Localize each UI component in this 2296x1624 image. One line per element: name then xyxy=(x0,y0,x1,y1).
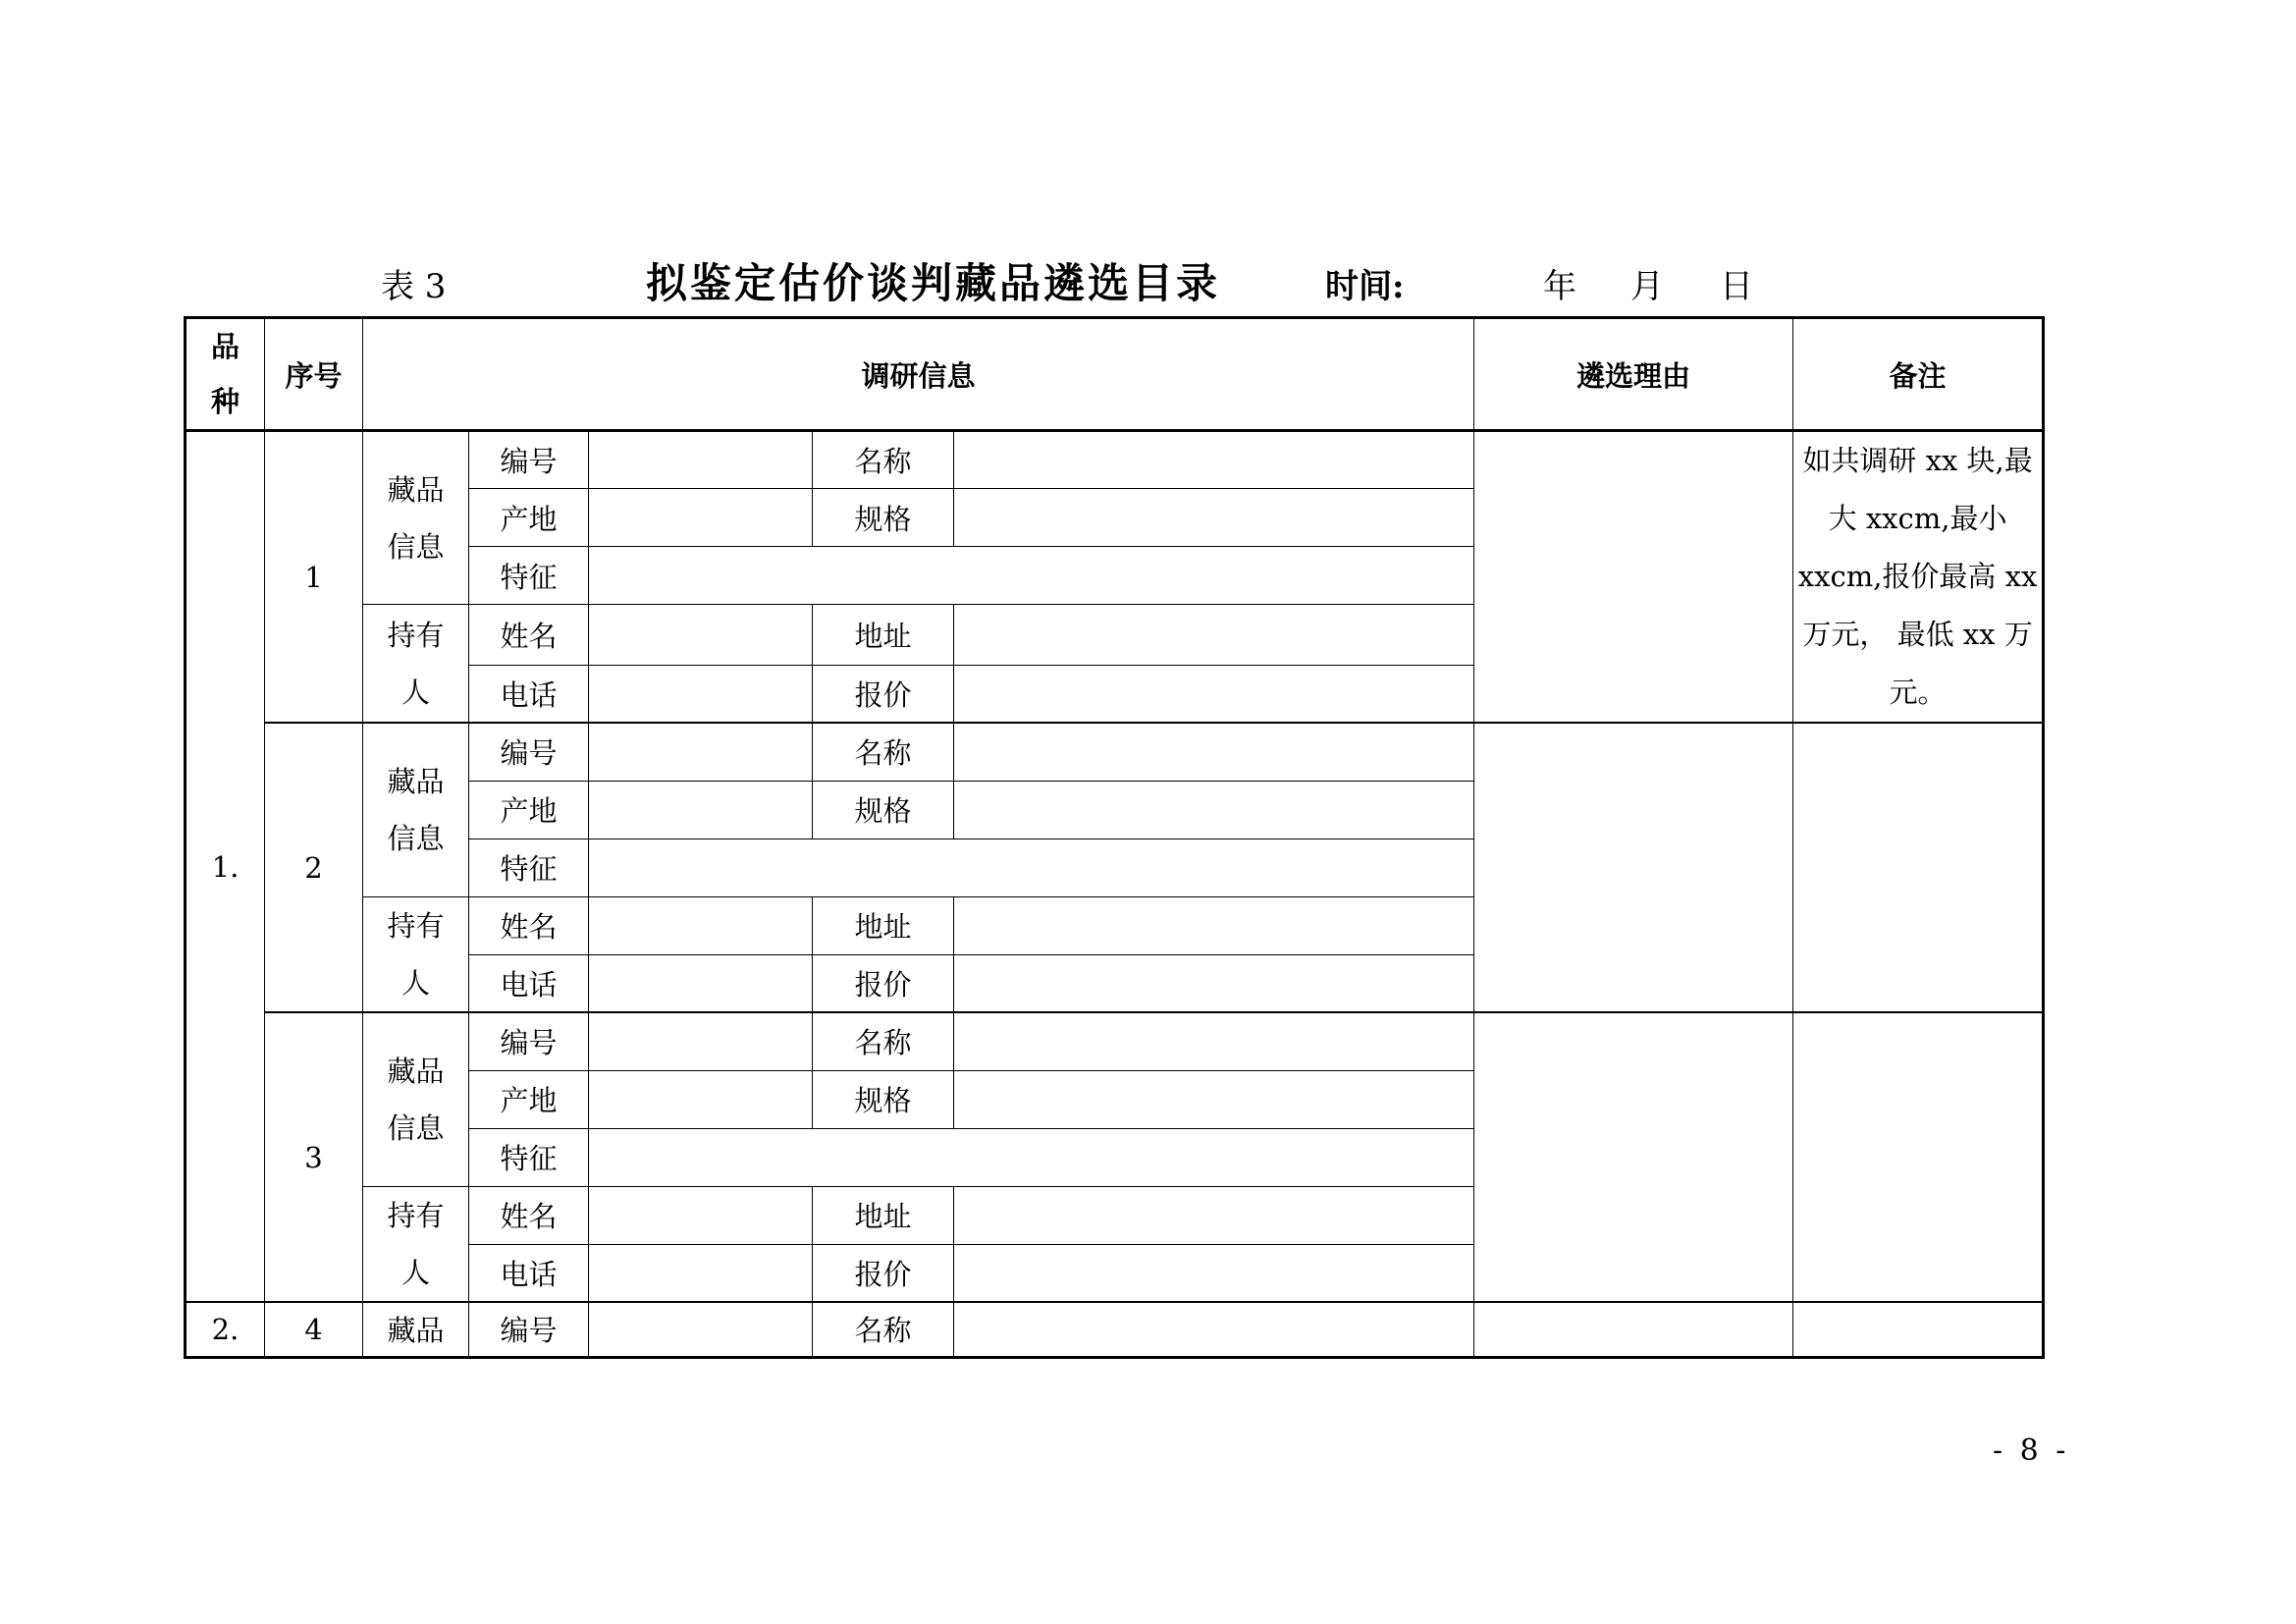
header-category: 品种 xyxy=(186,318,265,431)
remark-cell xyxy=(1793,1302,2044,1357)
field-label-feature: 特征 xyxy=(469,839,589,896)
value-cell xyxy=(954,1244,1474,1302)
date-day-label: 日 xyxy=(1720,267,1753,306)
field-label-holder-name: 姓名 xyxy=(469,896,589,954)
selection-catalog-table xyxy=(184,316,2045,1359)
field-label-number: 编号 xyxy=(469,1302,589,1357)
value-cell xyxy=(954,954,1474,1012)
field-label-spec: 规格 xyxy=(813,1070,954,1128)
field-label-phone: 电话 xyxy=(469,665,589,723)
field-label-quote: 报价 xyxy=(813,1244,954,1302)
selection-reason-cell xyxy=(1474,1302,1793,1357)
table-row xyxy=(186,1302,2044,1357)
remark-cell xyxy=(1793,723,2044,1012)
value-cell xyxy=(954,665,1474,723)
field-label-number: 编号 xyxy=(469,1012,589,1070)
header-selection-reason: 遴选理由 xyxy=(1474,318,1793,431)
header-remarks: 备注 xyxy=(1793,318,2044,431)
field-label-name: 名称 xyxy=(813,431,954,489)
value-cell xyxy=(954,489,1474,547)
group-holder: 持有人 xyxy=(363,896,469,1012)
remark-cell: 如共调研 xx 块,最大 xxcm,最小 xxcm,报价最高 xx 万元， 最低 xx 万元。 xyxy=(1793,431,2044,724)
date-month-label: 月 xyxy=(1630,267,1664,306)
field-label-origin: 产地 xyxy=(469,1070,589,1128)
group-collection-info: 藏品 xyxy=(363,1302,469,1357)
value-cell xyxy=(954,781,1474,839)
group-holder: 持有人 xyxy=(363,1186,469,1302)
value-cell xyxy=(589,489,813,547)
field-label-phone: 电话 xyxy=(469,1244,589,1302)
table-row xyxy=(186,1012,2044,1070)
page-title: 拟鉴定估价谈判藏品遴选目录 xyxy=(646,259,1221,307)
field-label-name: 名称 xyxy=(813,1302,954,1357)
value-cell xyxy=(589,431,813,489)
value-cell xyxy=(589,1128,1474,1186)
group-collection-info: 藏品信息 xyxy=(363,1012,469,1186)
value-cell xyxy=(954,1012,1474,1070)
field-label-feature: 特征 xyxy=(469,547,589,605)
selection-reason-cell xyxy=(1474,723,1793,1012)
serial-cell: 2 xyxy=(265,723,363,1012)
header-row xyxy=(186,318,2044,431)
field-label-number: 编号 xyxy=(469,723,589,781)
field-label-origin: 产地 xyxy=(469,489,589,547)
value-cell xyxy=(954,896,1474,954)
category-cell: 2. xyxy=(186,1302,265,1357)
field-label-holder-name: 姓名 xyxy=(469,605,589,666)
field-label-name: 名称 xyxy=(813,723,954,781)
value-cell xyxy=(589,1302,813,1357)
value-cell xyxy=(589,781,813,839)
header-research-info: 调研信息 xyxy=(363,318,1474,431)
value-cell xyxy=(589,723,813,781)
value-cell xyxy=(954,1302,1474,1357)
serial-cell: 4 xyxy=(265,1302,363,1357)
field-label-holder-name: 姓名 xyxy=(469,1186,589,1244)
field-label-address: 地址 xyxy=(813,1186,954,1244)
selection-reason-cell xyxy=(1474,431,1793,724)
value-cell xyxy=(589,605,813,666)
time-label: 时间: xyxy=(1325,267,1405,306)
field-label-spec: 规格 xyxy=(813,489,954,547)
field-label-address: 地址 xyxy=(813,896,954,954)
field-label-feature: 特征 xyxy=(469,1128,589,1186)
category-cell: 1. xyxy=(186,431,265,1303)
value-cell xyxy=(589,547,1474,605)
value-cell xyxy=(589,1012,813,1070)
table-row xyxy=(186,431,2044,489)
value-cell xyxy=(954,431,1474,489)
group-collection-info: 藏品信息 xyxy=(363,431,469,605)
group-holder: 持有人 xyxy=(363,605,469,724)
page-number: - 8 - xyxy=(1993,1434,2070,1468)
value-cell xyxy=(589,839,1474,896)
field-label-number: 编号 xyxy=(469,431,589,489)
field-label-phone: 电话 xyxy=(469,954,589,1012)
value-cell xyxy=(954,723,1474,781)
date-year-label: 年 xyxy=(1543,267,1576,306)
field-label-address: 地址 xyxy=(813,605,954,666)
field-label-quote: 报价 xyxy=(813,954,954,1012)
value-cell xyxy=(954,1070,1474,1128)
field-label-origin: 产地 xyxy=(469,781,589,839)
value-cell xyxy=(589,1070,813,1128)
field-label-quote: 报价 xyxy=(813,665,954,723)
table-number-label: 表 3 xyxy=(381,267,447,306)
value-cell xyxy=(954,1186,1474,1244)
field-label-name: 名称 xyxy=(813,1012,954,1070)
value-cell xyxy=(589,954,813,1012)
value-cell xyxy=(589,1244,813,1302)
value-cell xyxy=(589,896,813,954)
value-cell xyxy=(589,665,813,723)
serial-cell: 1 xyxy=(265,431,363,724)
serial-cell: 3 xyxy=(265,1012,363,1302)
value-cell xyxy=(589,1186,813,1244)
selection-reason-cell xyxy=(1474,1012,1793,1302)
field-label-spec: 规格 xyxy=(813,781,954,839)
group-collection-info: 藏品信息 xyxy=(363,723,469,896)
table-row xyxy=(186,723,2044,781)
header-serial: 序号 xyxy=(265,318,363,431)
value-cell xyxy=(954,605,1474,666)
remark-cell xyxy=(1793,1012,2044,1302)
